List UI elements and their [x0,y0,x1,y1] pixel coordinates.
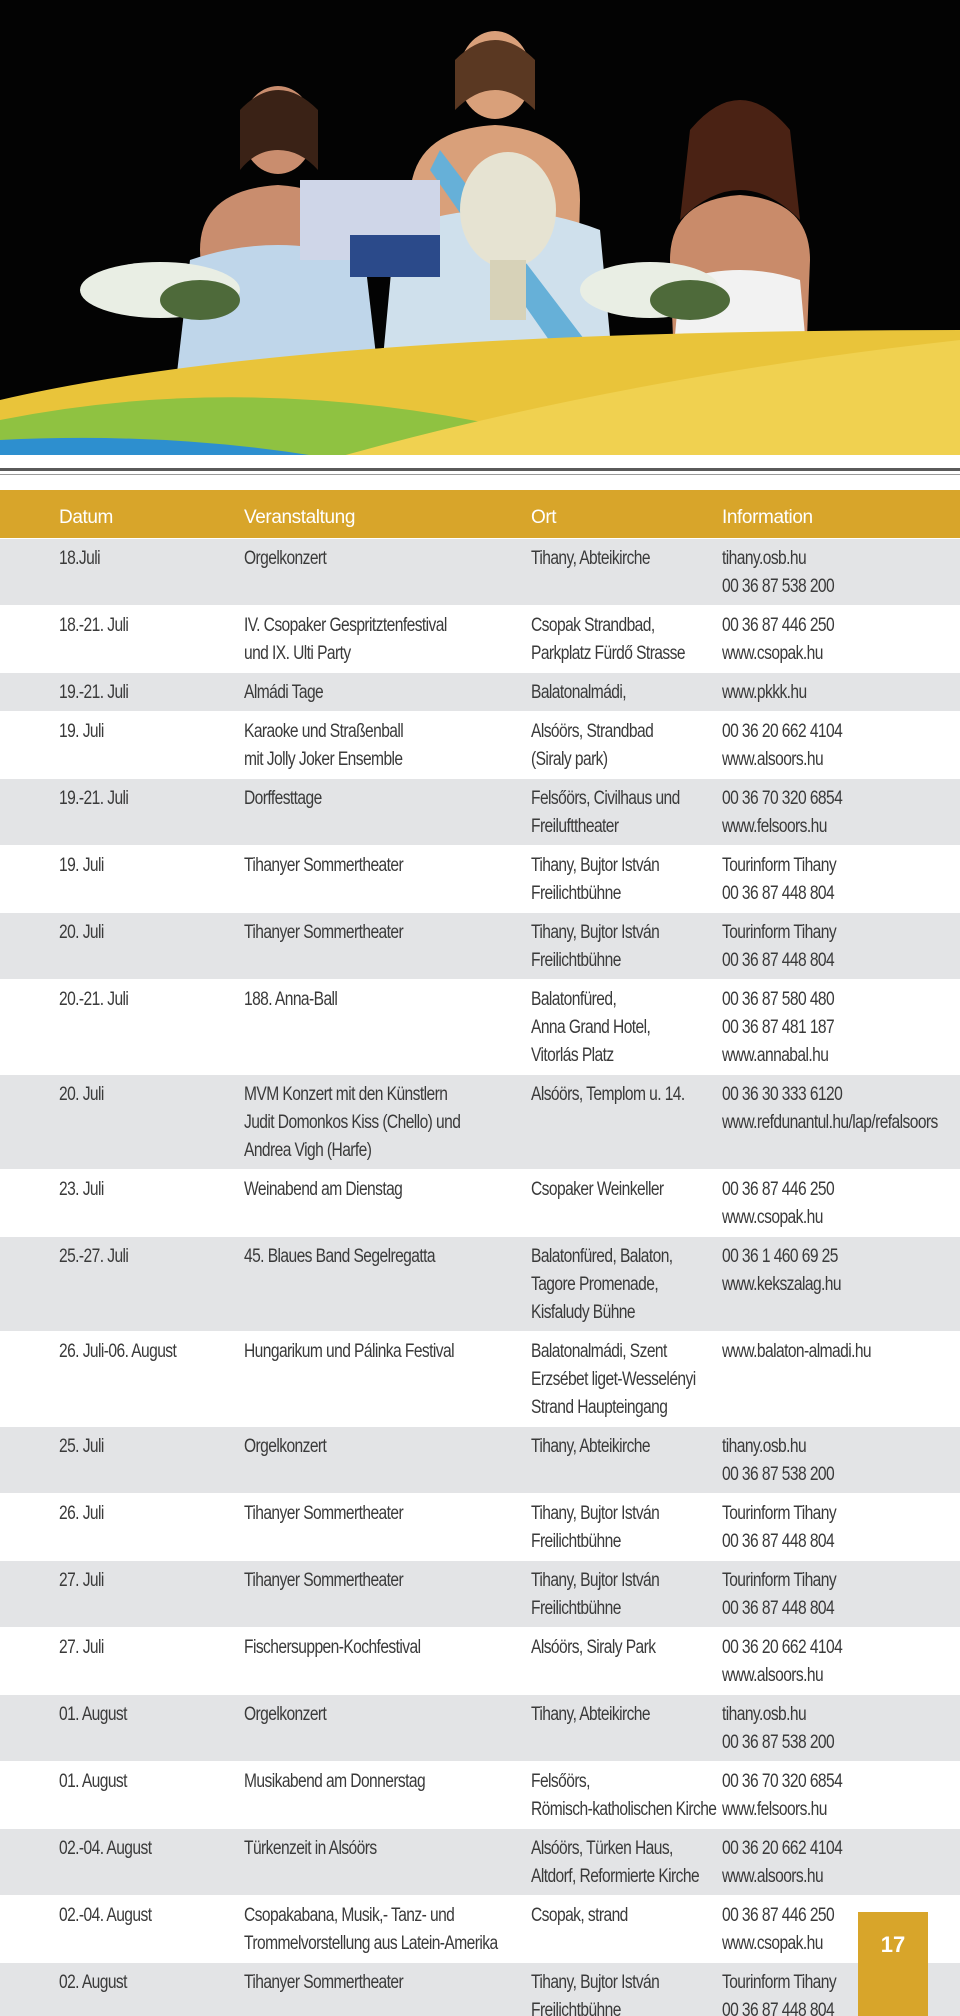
cell-date-line: 18.-21. Juli [59,614,129,636]
cell-event-line: Orgelkonzert [244,1435,327,1457]
cell-info [722,1761,960,1828]
cell-place-line: Anna Grand Hotel, [531,1016,651,1038]
cell-info [722,1828,960,1895]
cell-event [244,845,531,912]
cell-info-line: 00 36 87 580 480 [722,988,835,1010]
cell-date [0,672,244,711]
cell-date [0,1828,244,1895]
cell-event-line: 45. Blaues Band Segelregatta [244,1245,435,1267]
table-row [0,1627,960,1694]
cell-event-line: Dorffesttage [244,787,322,809]
cell-place-line: Balatonalmádi, Szent [531,1340,667,1362]
cell-date-line: 26. Juli-06. August [59,1340,177,1362]
cell-event [244,1761,531,1828]
cell-event-line: 188. Anna-Ball [244,988,338,1010]
divider-rule [0,468,960,471]
cell-place [531,912,722,979]
cell-event-line: Hungarikum und Pálinka Festival [244,1340,454,1362]
cell-event [244,1331,531,1426]
cell-place [531,1493,722,1560]
events-table [0,490,960,2016]
cell-info [722,1627,960,1694]
cell-place-line: (Siraly park) [531,748,608,770]
cell-date-line: 20.-21. Juli [59,988,129,1010]
cell-date-line: 25.-27. Juli [59,1245,129,1267]
cell-info [722,1426,960,1493]
divider-rule-thin [0,474,960,475]
table-row [0,1761,960,1828]
cell-event [244,1694,531,1761]
cell-info [722,1331,960,1426]
cell-info-line: 00 36 20 662 4104 [722,1837,843,1859]
cell-info-line: 00 36 87 538 200 [722,1731,835,1753]
cell-place-line: Alsóörs, Templom u. 14. [531,1083,685,1105]
table-row [0,1560,960,1627]
cell-event-line: Karaoke und Straßenball [244,720,404,742]
cell-info [722,912,960,979]
cell-place-line: Balatonfüred, [531,988,617,1010]
cell-event-line: Csopakabana, Musik,- Tanz- und [244,1904,455,1926]
cell-place [531,1761,722,1828]
cell-date-line: 19.-21. Juli [59,787,129,809]
cell-info-line: 00 36 87 538 200 [722,1463,835,1485]
page-number: 17 [858,1912,928,2016]
cell-info-line: tihany.osb.hu [722,547,807,569]
cell-place-line: Freilichtbühne [531,1597,621,1619]
table-body [0,538,960,2016]
cell-place-line: Freilufttheater [531,815,619,837]
cell-date [0,605,244,672]
cell-event-line: Tihanyer Sommertheater [244,1569,404,1591]
cell-date [0,1426,244,1493]
cell-place-line: Strand Haupteingang [531,1396,668,1418]
cell-place [531,1895,722,1962]
cell-date-line: 19.-21. Juli [59,681,129,703]
cell-info-line: 00 36 70 320 6854 [722,787,843,809]
cell-date [0,778,244,845]
cell-info [722,1560,960,1627]
header-photo [0,0,960,468]
header-place: Ort [531,506,557,528]
cell-event [244,1627,531,1694]
cell-place-line: Csopaker Weinkeller [531,1178,664,1200]
cell-info-line: www.csopak.hu [722,1206,823,1228]
cell-event [244,1426,531,1493]
cell-place-line: Kisfaludy Bühne [531,1301,635,1323]
cell-event [244,1560,531,1627]
table-row [0,1962,960,2016]
cell-place-line: Felsőörs, Civilhaus und [531,787,680,809]
cell-info-line: www.annabal.hu [722,1044,829,1066]
cell-info-line: Tourinform Tihany [722,1569,837,1591]
cell-date [0,1493,244,1560]
table-row [0,1426,960,1493]
cell-event [244,1074,531,1169]
table-row [0,1236,960,1331]
cell-info-line: tihany.osb.hu [722,1435,807,1457]
cell-place-line: Tihany, Abteikirche [531,1435,651,1457]
cell-date [0,1560,244,1627]
cell-info-line: Tourinform Tihany [722,1502,837,1524]
cell-place-line: Alsóörs, Siraly Park [531,1636,656,1658]
cell-info [722,778,960,845]
cell-date [0,538,244,605]
cell-event [244,979,531,1074]
cell-place-line: Tihany, Abteikirche [531,547,651,569]
table-header-row [0,490,960,538]
cell-date-line: 20. Juli [59,1083,104,1105]
cell-info-line: www.balaton-almadi.hu [722,1340,872,1362]
cell-event-line: Tihanyer Sommertheater [244,854,404,876]
cell-place-line: Csopak Strandbad, [531,614,655,636]
table-row [0,711,960,778]
cell-info [722,979,960,1074]
cell-place-line: Alsóörs, Strandbad [531,720,654,742]
cell-event-line: Trommelvorstellung aus Latein-Amerika [244,1932,498,1954]
cell-place [531,672,722,711]
cell-event-line: Tihanyer Sommertheater [244,1502,404,1524]
cell-date-line: 20. Juli [59,921,104,943]
cell-info-line: www.alsoors.hu [722,748,824,770]
cell-info-line: 00 36 87 448 804 [722,1999,835,2016]
cell-place-line: Tihany, Bujtor István [531,921,660,943]
table-row [0,912,960,979]
cell-place-line: Tihany, Bujtor István [531,1502,660,1524]
cell-event-line: Weinabend am Dienstag [244,1178,403,1200]
cell-place [531,1694,722,1761]
cell-info [722,711,960,778]
cell-event-line: Almádi Tage [244,681,324,703]
cell-date [0,1169,244,1236]
cell-place [531,605,722,672]
cell-date [0,1331,244,1426]
cell-event [244,1962,531,2016]
cell-place-line: Tagore Promenade, [531,1273,659,1295]
cell-event-line: und IX. Ulti Party [244,642,351,664]
cell-info-line: Tourinform Tihany [722,854,837,876]
cell-place [531,1236,722,1331]
cell-info-line: www.refdunantul.hu/lap/refalsoors [722,1111,938,1133]
cell-info [722,1694,960,1761]
table-row [0,1074,960,1169]
cell-date-line: 19. Juli [59,720,104,742]
cell-place [531,711,722,778]
cell-date [0,1694,244,1761]
cell-event-line: Andrea Vigh (Harfe) [244,1139,372,1161]
cell-info [722,538,960,605]
cell-info [722,845,960,912]
cell-place-line: Balatonalmádi, [531,681,627,703]
cell-place [531,1169,722,1236]
cell-place-line: Altdorf, Reformierte Kirche [531,1865,700,1887]
cell-place-line: Freilichtbühne [531,949,621,971]
cell-date [0,1962,244,2016]
cell-place-line: Parkplatz Fürdő Strasse [531,642,685,664]
cell-event [244,711,531,778]
cell-date [0,711,244,778]
cell-place [531,1426,722,1493]
cell-event [244,605,531,672]
cell-info-line: 00 36 87 446 250 [722,1178,835,1200]
cell-event [244,672,531,711]
cell-info-line: www.alsoors.hu [722,1664,824,1686]
cell-info-line: Tourinform Tihany [722,1971,837,1993]
cell-place-line: Römisch-katholischen Kirche [531,1798,717,1820]
header-information: Information [722,506,813,528]
cell-info-line: 00 36 87 448 804 [722,1597,835,1619]
cell-info-line: www.csopak.hu [722,642,823,664]
cell-date [0,979,244,1074]
cell-info-line: 00 36 30 333 6120 [722,1083,843,1105]
cell-info [722,605,960,672]
cell-date-line: 02. August [59,1971,127,1993]
cell-info-line: www.felsoors.hu [722,1798,827,1820]
cell-date [0,1895,244,1962]
table-row [0,1828,960,1895]
cell-date [0,1761,244,1828]
cell-info-line: Tourinform Tihany [722,921,837,943]
cell-info-line: 00 36 87 446 250 [722,1904,835,1926]
cell-place [531,1331,722,1426]
table-row [0,1169,960,1236]
cell-date-line: 01. August [59,1703,127,1725]
cell-info [722,1236,960,1331]
cell-event-line: IV. Csopaker Gespritztenfestival [244,614,447,636]
cell-event-line: Tihanyer Sommertheater [244,921,404,943]
cell-place [531,979,722,1074]
cell-info-line: 00 36 87 448 804 [722,949,835,971]
cell-place-line: Freilichtbühne [531,882,621,904]
cell-date-line: 01. August [59,1770,127,1792]
cell-event [244,1895,531,1962]
cell-place-line: Erzsébet liget-Wesselényi [531,1368,696,1390]
cell-event-line: Türkenzeit in Alsóörs [244,1837,377,1859]
cell-date-line: 19. Juli [59,854,104,876]
cell-event [244,538,531,605]
cell-date-line: 27. Juli [59,1569,104,1591]
cell-info-line: www.pkkk.hu [722,681,807,703]
cell-place [531,1074,722,1169]
cell-place-line: Tihany, Bujtor István [531,1569,660,1591]
cell-date [0,845,244,912]
cell-info-line: 00 36 87 448 804 [722,882,835,904]
cell-info-line: 00 36 20 662 4104 [722,1636,843,1658]
table-row [0,1493,960,1560]
table-row [0,1694,960,1761]
cell-event-line: Judit Domonkos Kiss (Chello) und [244,1111,461,1133]
cell-place [531,1627,722,1694]
table-row [0,845,960,912]
table-row [0,1331,960,1426]
cell-place-line: Tihany, Bujtor István [531,854,660,876]
cell-place [531,778,722,845]
header-date: Datum [59,506,113,528]
table-row [0,778,960,845]
cell-place [531,1962,722,2016]
cell-info [722,1169,960,1236]
table-row [0,1895,960,1962]
cell-event [244,1828,531,1895]
cell-date [0,1074,244,1169]
cell-info [722,1493,960,1560]
cell-event-line: Fischersuppen-Kochfestival [244,1636,421,1658]
cell-event [244,912,531,979]
cell-place [531,1828,722,1895]
cell-info-line: www.alsoors.hu [722,1865,824,1887]
cell-place-line: Tihany, Abteikirche [531,1703,651,1725]
table-row [0,605,960,672]
cell-event-line: MVM Konzert mit den Künstlern [244,1083,448,1105]
cell-date [0,912,244,979]
table-row [0,979,960,1074]
cell-date [0,1627,244,1694]
cell-info [722,672,960,711]
cell-place [531,538,722,605]
cell-place-line: Tihany, Bujtor István [531,1971,660,1993]
cell-date-line: 18.Juli [59,547,101,569]
cell-place-line: Felsőörs, [531,1770,590,1792]
cell-place [531,1560,722,1627]
cell-event-line: Tihanyer Sommertheater [244,1971,404,1993]
cell-place-line: Balatonfüred, Balaton, [531,1245,673,1267]
cell-place-line: Freilichtbühne [531,1530,621,1552]
cell-info-line: 00 36 87 538 200 [722,575,835,597]
cell-event [244,1169,531,1236]
cell-event-line: mit Jolly Joker Ensemble [244,748,403,770]
cell-date-line: 27. Juli [59,1636,104,1658]
cell-info [722,1074,960,1169]
cell-date-line: 25. Juli [59,1435,104,1457]
cell-event-line: Orgelkonzert [244,1703,327,1725]
cell-event [244,1236,531,1331]
cell-date-line: 23. Juli [59,1178,104,1200]
cell-event [244,778,531,845]
cell-info-line: 00 36 70 320 6854 [722,1770,843,1792]
cell-info-line: 00 36 87 448 804 [722,1530,835,1552]
cell-place [531,845,722,912]
header-event: Veranstaltung [244,506,355,528]
cell-info-line: www.felsoors.hu [722,815,827,837]
cell-place-line: Alsóörs, Türken Haus, [531,1837,673,1859]
cell-date-line: 02.-04. August [59,1904,152,1926]
cell-info-line: www.kekszalag.hu [722,1273,841,1295]
table-row [0,672,960,711]
cell-event-line: Musikabend am Donnerstag [244,1770,426,1792]
table-row [0,538,960,605]
cell-place-line: Freilichtbühne [531,1999,621,2016]
cell-event [244,1493,531,1560]
cell-info-line: tihany.osb.hu [722,1703,807,1725]
cell-date [0,1236,244,1331]
beauty-pageant-photo-icon [0,0,960,468]
cell-date-line: 02.-04. August [59,1837,152,1859]
cell-info-line: www.csopak.hu [722,1932,823,1954]
cell-info-line: 00 36 87 446 250 [722,614,835,636]
cell-info-line: 00 36 87 481 187 [722,1016,835,1038]
cell-info-line: 00 36 1 460 69 25 [722,1245,838,1267]
cell-info-line: 00 36 20 662 4104 [722,720,843,742]
cell-place-line: Csopak, strand [531,1904,628,1926]
cell-event-line: Orgelkonzert [244,547,327,569]
cell-date-line: 26. Juli [59,1502,104,1524]
cell-place-line: Vitorlás Platz [531,1044,614,1066]
